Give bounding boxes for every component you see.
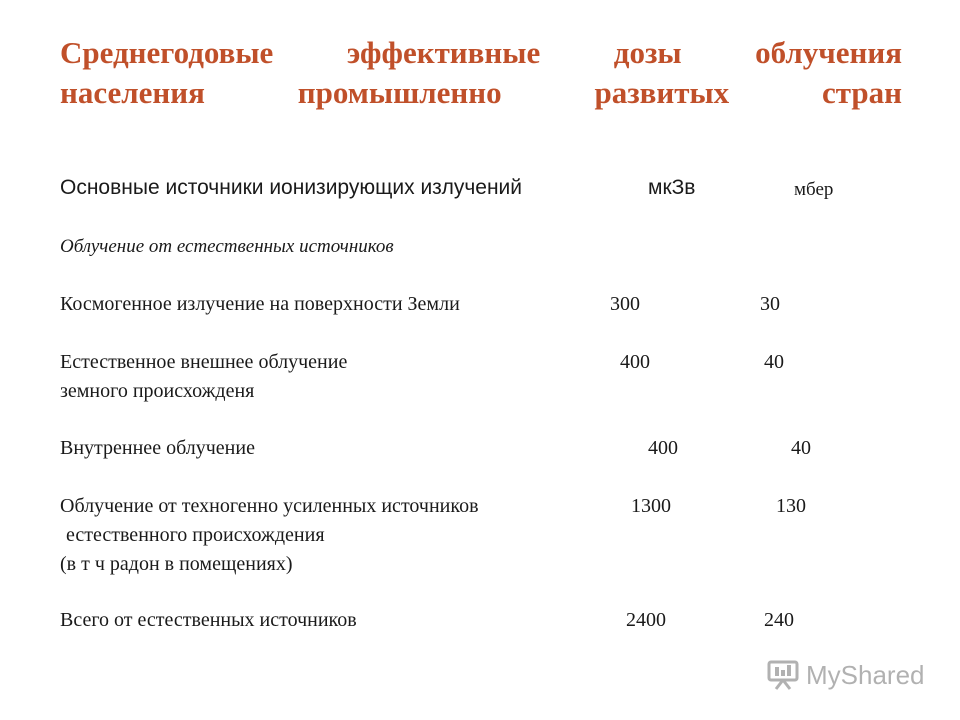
row-value-mber: 40 <box>764 351 784 373</box>
slide-title-line-2 <box>60 73 902 113</box>
title-word: Среднегодовые <box>60 35 274 70</box>
header-sources: Основные источники ионизирующих излучений <box>60 176 523 199</box>
header-unit-msv: мкЗв <box>648 176 696 199</box>
row-label: Естественное внешнее облучение <box>60 351 348 373</box>
title-word: дозы <box>613 35 682 70</box>
row-label: Внутреннее облучение <box>60 437 255 459</box>
row-value-msv: 400 <box>620 351 650 373</box>
row-label-cont: земного происхожденя <box>60 380 255 402</box>
section-label: Облучение от естественных источников <box>60 236 394 257</box>
slide-title-line-1 <box>60 33 902 73</box>
row-label-cont: естественного происхождения <box>66 524 325 546</box>
title-word: промышленно <box>297 75 502 110</box>
row-label: Космогенное излучение на поверхности Земли <box>60 293 460 315</box>
row-value-mber: 130 <box>776 495 806 517</box>
watermark-logo <box>766 655 925 695</box>
title-word: облучения <box>755 35 902 70</box>
row-value-mber: 30 <box>760 293 780 315</box>
row-value-mber: 240 <box>764 609 794 631</box>
row-value-msv: 400 <box>648 437 678 459</box>
header-unit-mber: мбер <box>794 179 834 200</box>
title-word: стран <box>822 75 902 110</box>
presentation-icon <box>766 659 800 691</box>
row-value-msv: 2400 <box>626 609 666 631</box>
watermark-text: MyShared <box>806 659 925 690</box>
row-value-mber: 40 <box>791 437 811 459</box>
title-word: населения <box>60 75 205 110</box>
title-word: развитых <box>594 75 730 110</box>
row-label: Облучение от техногенно усиленных источников <box>60 495 479 517</box>
title-word: эффективные <box>346 35 541 70</box>
row-value-msv: 1300 <box>631 495 671 517</box>
row-label-cont: (в т ч радон в помещениях) <box>60 553 293 575</box>
row-value-msv: 300 <box>610 293 640 315</box>
row-label: Всего от естественных источников <box>60 609 357 631</box>
